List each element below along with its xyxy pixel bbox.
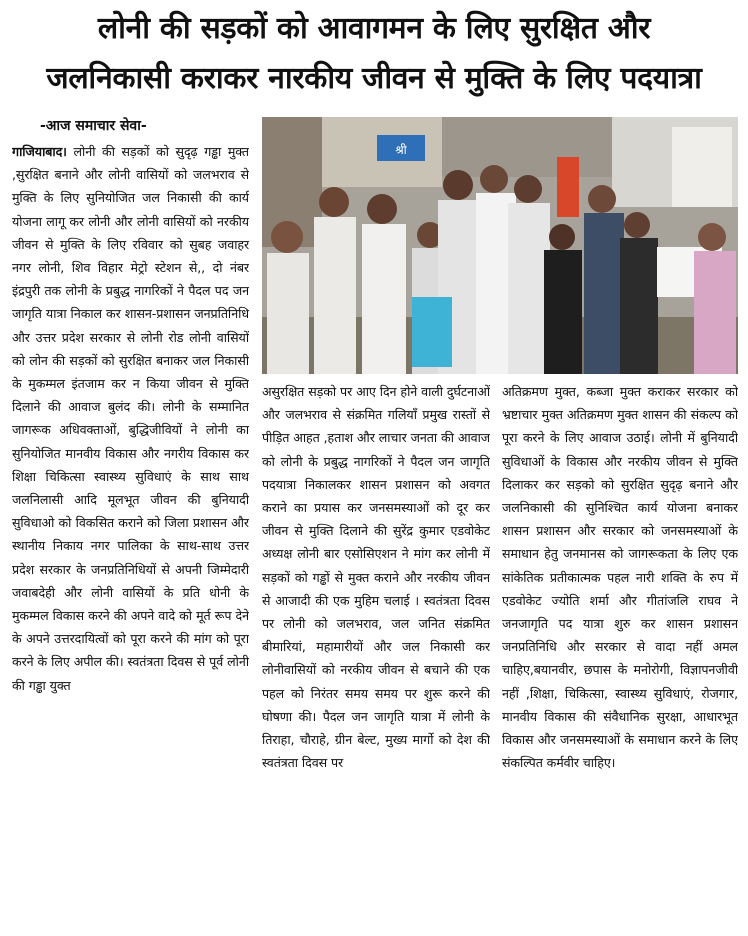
column-1-text: लोनी की सड़कों को सुदृढ़ गड्ढा मुक्त ,सुरक्षित बनाने और लोनी वासियों को जलभराव से मुक्ति के लिए सुनियोजित जल निकासी की कार्य योजना लागू कर लोनी और लोनी वासियों को नरकीय जीवन से मुक्ति के लिए रविवार को सुबह जवाहर नगर लोनी, शिव विहार मेट्रो स्टेशन से,, दो नंबर इंद्रपुरी तक लोनी के प्रबुद्ध नागरिकों ने पैदल पद जन जागृति यात्रा निकाल कर शासन-प्रशासन जनप्रतिनिधि और उत्तर प्रदेश सरकार से लोनी रोड लोनी वासियों को लोन की सड़कों को सुरक्षित बनाकर जल निकासी के मुकम्मल इंतजाम कर न किया जीवन से मुक्ति दिलाने की आवाज बुलंद की। लोनी के सम्मानित जागरूक अधिवक्ताओं, बुद्धिजीवियों ने लोनी का सुनियोजित मानवीय विकास और नगरीय विकास कर शिक्षा चिकित्सा स्वास्थ्य सुविधाएं के साथ साथ जलनिलासी आदि मूलभूत जीवन की बुनियादी सुविधाओ को विकसित कराने को जिला प्रशासन और स्थानीय निकाय नगर पालिका के साथ-साथ उत्तर प्रदेश सरकार के जनप्रतिनिधियों से अपनी जिम्मेदारी जवाबदेही और लोनी वासियों के प्रति धोनी के मुकम्मल विकास करने की अपने वादे को मूर्त रूप देने के अपने उत्तरदायित्वों को पूरा करने की मांग को पूरा करने के लिए अपील की। स्वतंत्रता दिवस से पूर्व लोनी की गड्ढा युक्त <box>12 144 249 693</box>
news-photo <box>262 117 738 374</box>
article-column-3: अतिक्रमण मुक्त, कब्जा मुक्त कराकर सरकार को भ्रष्टाचार मुक्त अतिक्रमण मुक्त शासन की संकल्प को पूरा करने के लिए आवाज उठाई। लोनी में बुनियादी सुविधाओं के विकास और नरकीय जीवन से मुक्ति दिलाकर कर सड़को को सुरक्षित सुदृढ़ बनाने और जलनिकासी की सुनिश्चित कार्य योजना बनाकर शासन प्रशासन और सरकार को जनसमस्याओं के समाधान हेतु जनमानस को जागरूकता के लिए एक सांकेतिक प्रतीकात्मक पहल नारी शक्ति के रुप में एडवोकेट ज्योति शर्मा और गीतांजलि राघव ने जनजागृति पद यात्रा शुरु कर शासन प्रशासन जनप्रतिनिधि और सरकार से वादा नहीं अमल चाहिए,बयानवीर, छपास के मनोरोगी, विज्ञापनजीवी नहीं ,शिक्षा, चिकित्सा, स्वास्थ्य सुविधाएं, रोजगार, मानवीय विकास की संवैधानिक सुरक्षा, आधारभूत विकास और जनसमस्याओं के समाधान करने के लिए संकल्पित कर्मवीर चाहिए। <box>502 384 738 771</box>
article-column-2: असुरक्षित सड़को पर आए दिन होने वाली दुर्घटनाओं और जलभराव से संक्रमित गलियाँ प्रमुख रास्तों से पीड़ित आहत ,हताश और लाचार जनता की आवाज को लोनी के प्रबुद्ध नागरिकों ने पैदल जन जागृति पदयात्रा निकालकर शासन प्रशासन को अवगत कराने का प्रयास कर जनसमस्याओं को दूर कर जीवन से मुक्ति दिलाने की सुरेंद्र कुमार एडवोकेट अध्यक्ष लोनी बार एसोसिएशन ने मांग कर लोनी में सड़कों को गड्ढों से मुक्त कराने और नरकीय जीवन से आजादी की एक मुहिम चलाई । स्वतंत्रता दिवस पर लोनी को जलभराव, जल जनित संक्रमित बीमारियां, महामारीयों और जल निकासी कर लोनीवासियों को नरकीय जीवन से बचाने की एक पहल को निरंतर समय समय पर शुरू करने की घोषणा की। पैदल जन जागृति यात्रा में लोनी के तिराहा, चौराहे, ग्रीन बेल्ट, मुख्य मार्गो को देश की स्वतंत्रता दिवस पर <box>262 384 490 771</box>
headline <box>0 4 748 104</box>
agency-credit: -आज समाचार सेवा- <box>40 118 147 134</box>
dateline-place: गाजियाबाद। <box>12 144 67 159</box>
headline-line-2: जलनिकासी कराकर नारकीय जीवन से मुक्ति के लिए पदयात्रा <box>46 61 702 96</box>
shop-sign: श्री <box>395 143 407 157</box>
article-column-1 <box>12 140 249 930</box>
headline-line-1: लोनी की सड़कों को आवागमन के लिए सुरक्षित और <box>97 11 651 46</box>
march-photo-illustration <box>262 117 738 374</box>
